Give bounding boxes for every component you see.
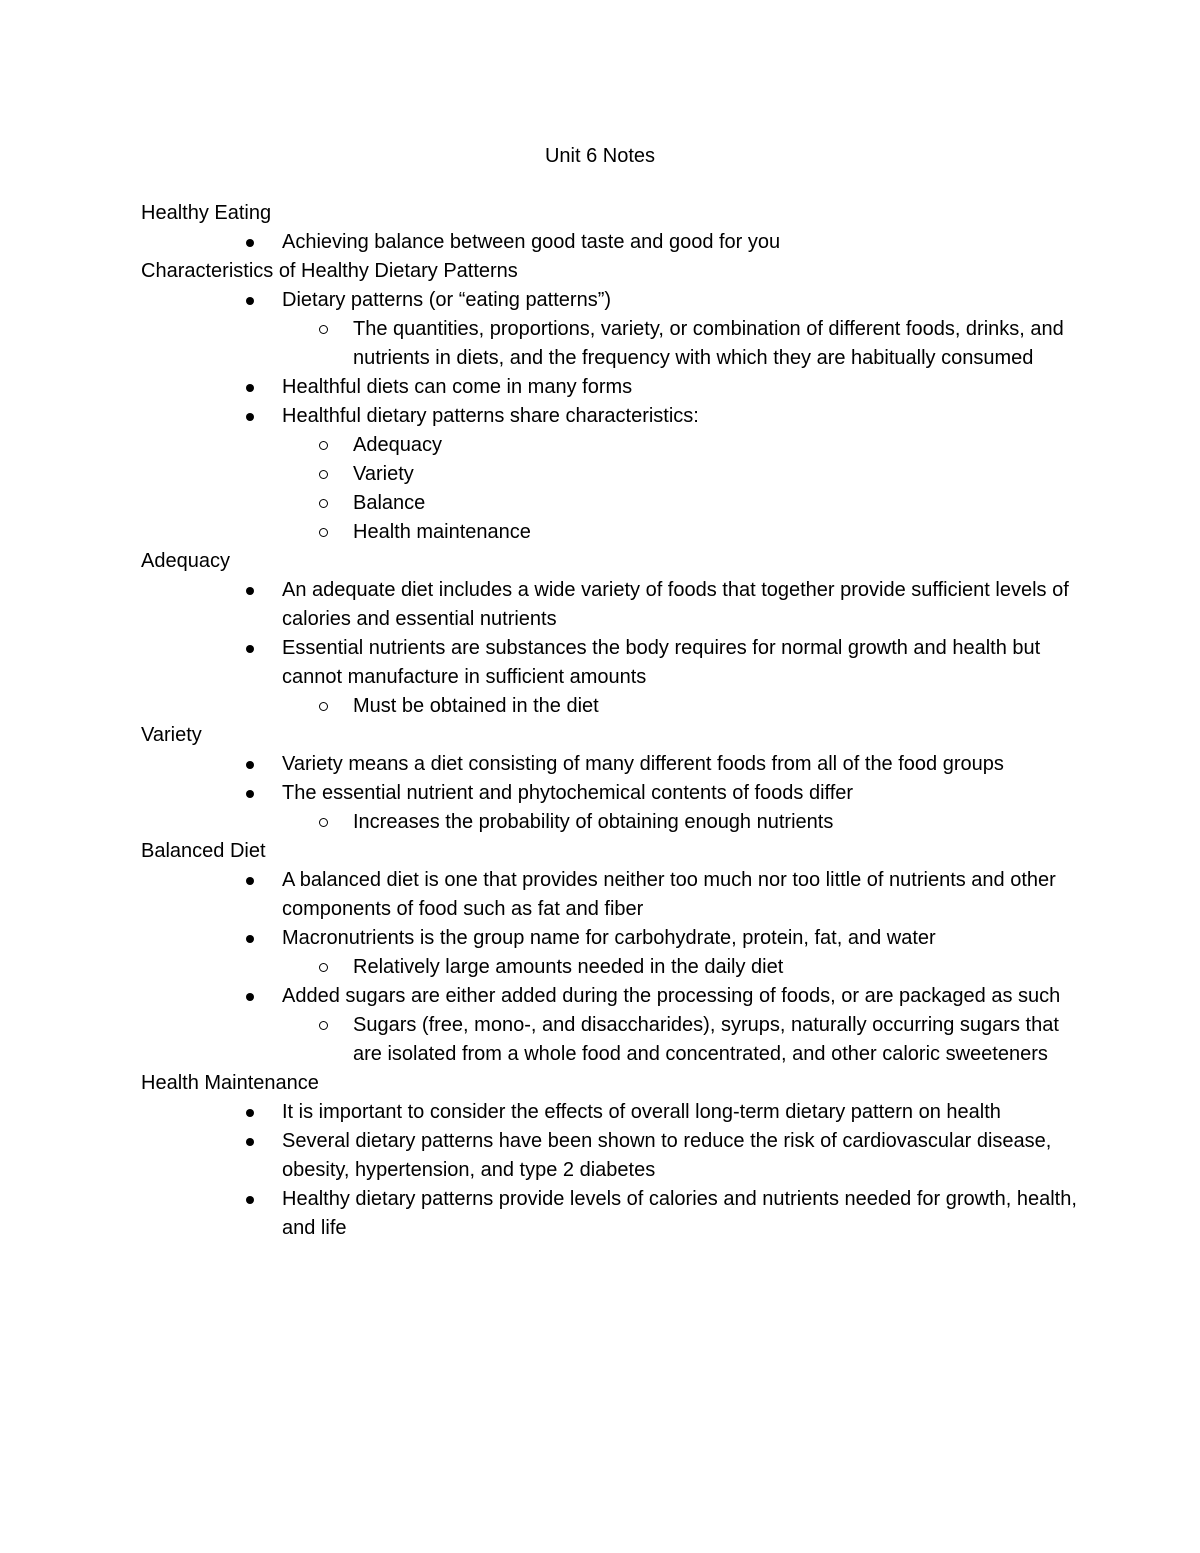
sub-list-item-text: The quantities, proportions, variety, or combination of different foods, drinks, and nutrients in diets, and the frequency with which they are habitually consumed	[353, 318, 1064, 369]
list-item	[282, 1127, 1081, 1185]
list-item-text: It is important to consider the effects of overall long-term dietary pattern on health	[282, 1101, 1001, 1123]
sub-list-item-text: Adequacy	[353, 434, 442, 456]
sub-bullet-list	[282, 692, 1081, 721]
hollow-bullet-icon	[319, 1021, 328, 1030]
bullet-icon	[246, 761, 254, 769]
sub-list-item-text: Sugars (free, mono-, and disaccharides), syrups, naturally occurring sugars that are isolated from a whole food and concentrated, and other caloric sweeteners	[353, 1014, 1059, 1065]
sub-list-item	[353, 315, 1081, 373]
sub-list-item-text: Must be obtained in the diet	[353, 695, 599, 717]
sub-bullet-list	[282, 431, 1081, 547]
list-item-text: Several dietary patterns have been shown to reduce the risk of cardiovascular disease, obesity, hypertension, and type 2 diabetes	[282, 1130, 1052, 1181]
bullet-icon	[246, 239, 254, 247]
list-item	[282, 228, 1081, 257]
list-item	[282, 982, 1081, 1069]
bullet-icon	[246, 384, 254, 392]
hollow-bullet-icon	[319, 818, 328, 827]
notes-body	[141, 199, 1081, 1243]
bullet-icon	[246, 1109, 254, 1117]
bullet-list	[141, 286, 1081, 547]
list-item	[282, 1098, 1081, 1127]
sub-list-item	[353, 953, 1081, 982]
list-item	[282, 1185, 1081, 1243]
list-item-text: Achieving balance between good taste and good for you	[282, 231, 781, 253]
sub-list-item	[353, 489, 1081, 518]
list-item-text: A balanced diet is one that provides neither too much nor too little of nutrients and other components of food such as fat and fiber	[282, 869, 1056, 920]
sub-list-item	[353, 460, 1081, 489]
page-title: Unit 6 Notes	[544, 145, 656, 167]
bullet-list	[141, 1098, 1081, 1243]
list-item-text: Variety means a diet consisting of many different foods from all of the food groups	[282, 753, 1004, 775]
sub-list-item-text: Increases the probability of obtaining enough nutrients	[353, 811, 834, 833]
bullet-list	[141, 576, 1081, 721]
bullet-icon	[246, 413, 254, 421]
sub-list-item-text: Relatively large amounts needed in the daily diet	[353, 956, 784, 978]
list-item	[282, 402, 1081, 547]
bullet-icon	[246, 645, 254, 653]
bullet-icon	[246, 993, 254, 1001]
hollow-bullet-icon	[319, 702, 328, 711]
list-item-text: An adequate diet includes a wide variety of foods that together provide sufficient levels of calories and essential nutrients	[282, 579, 1069, 630]
sub-list-item-text: Variety	[353, 463, 414, 485]
hollow-bullet-icon	[319, 963, 328, 972]
bullet-icon	[246, 1138, 254, 1146]
list-item-text: Added sugars are either added during the processing of foods, or are packaged as such	[282, 985, 1061, 1007]
sub-list-item	[353, 518, 1081, 547]
list-item-text: The essential nutrient and phytochemical contents of foods differ	[282, 782, 854, 804]
bullet-icon	[246, 297, 254, 305]
sub-list-item-text: Balance	[353, 492, 426, 514]
bullet-icon	[246, 790, 254, 798]
list-item	[282, 286, 1081, 373]
list-item-text: Essential nutrients are substances the body requires for normal growth and health but cannot manufacture in sufficient amounts	[282, 637, 1041, 688]
sub-bullet-list	[282, 1011, 1081, 1069]
list-item	[282, 779, 1081, 837]
sub-bullet-list	[282, 953, 1081, 982]
section-heading: Health Maintenance	[141, 1072, 319, 1094]
hollow-bullet-icon	[319, 470, 328, 479]
list-item	[282, 634, 1081, 721]
list-item	[282, 576, 1081, 634]
section-heading: Adequacy	[141, 550, 230, 572]
bullet-icon	[246, 587, 254, 595]
section-heading: Healthy Eating	[141, 202, 272, 224]
list-item-text: Macronutrients is the group name for carbohydrate, protein, fat, and water	[282, 927, 936, 949]
list-item	[282, 750, 1081, 779]
sub-list-item-text: Health maintenance	[353, 521, 531, 543]
sub-bullet-list	[282, 315, 1081, 373]
list-item	[282, 866, 1081, 924]
hollow-bullet-icon	[319, 441, 328, 450]
list-item-text: Healthful dietary patterns share characteristics:	[282, 405, 699, 427]
list-item	[282, 373, 1081, 402]
sub-list-item	[353, 431, 1081, 460]
sub-bullet-list	[282, 808, 1081, 837]
bullet-list	[141, 866, 1081, 1069]
bullet-icon	[246, 935, 254, 943]
list-item	[282, 924, 1081, 982]
bullet-list	[141, 228, 1081, 257]
list-item-text: Dietary patterns (or “eating patterns”)	[282, 289, 612, 311]
sub-list-item	[353, 808, 1081, 837]
hollow-bullet-icon	[319, 499, 328, 508]
sub-list-item	[353, 692, 1081, 721]
hollow-bullet-icon	[319, 528, 328, 537]
list-item-text: Healthful diets can come in many forms	[282, 376, 633, 398]
bullet-icon	[246, 877, 254, 885]
section-heading: Variety	[141, 724, 202, 746]
bullet-icon	[246, 1196, 254, 1204]
list-item-text: Healthy dietary patterns provide levels of calories and nutrients needed for growth, health, and life	[282, 1188, 1077, 1239]
hollow-bullet-icon	[319, 325, 328, 334]
section-heading: Balanced Diet	[141, 840, 266, 862]
section-heading: Characteristics of Healthy Dietary Patterns	[141, 260, 518, 282]
bullet-list	[141, 750, 1081, 837]
sub-list-item	[353, 1011, 1081, 1069]
